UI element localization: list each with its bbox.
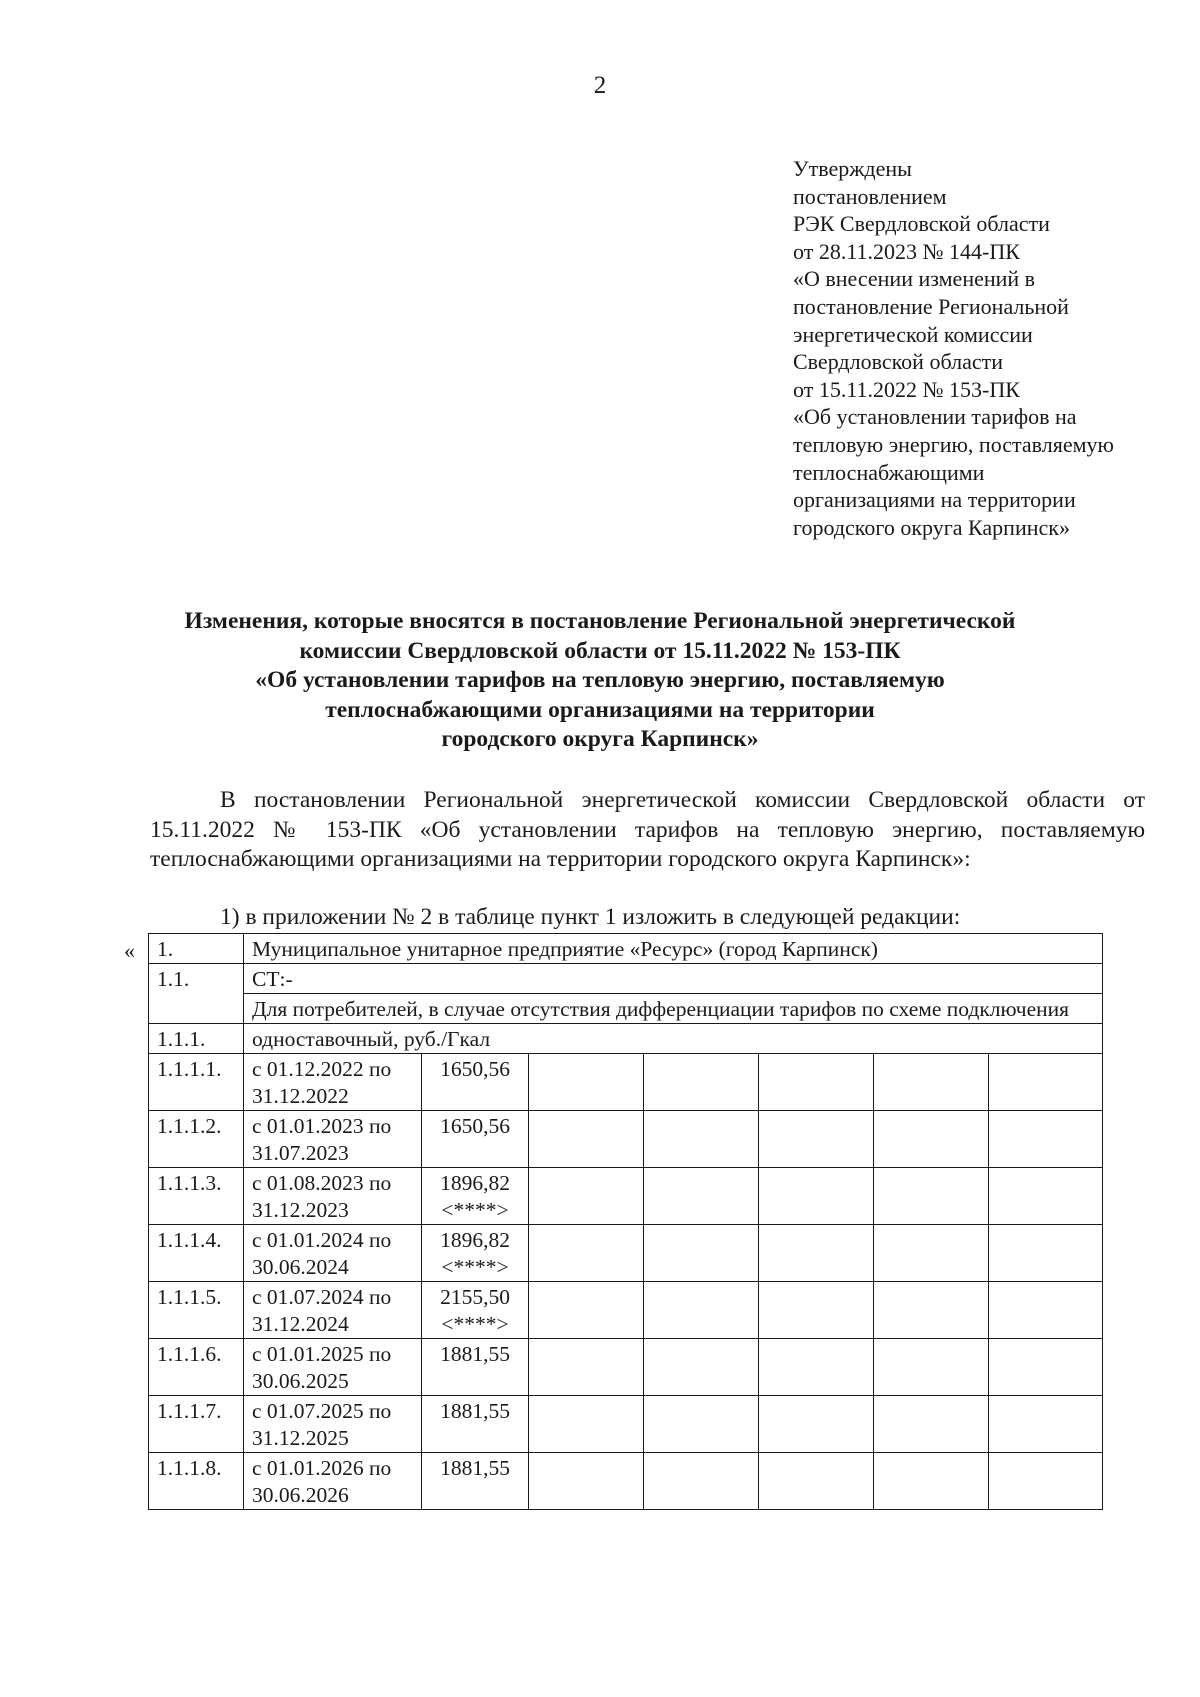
tariff-note: <****> — [441, 1198, 509, 1222]
period-start: с 01.01.2025 по — [252, 1342, 392, 1366]
empty-cell — [989, 1168, 1103, 1225]
row-number: 1.1.1.5. — [149, 1282, 244, 1339]
empty-cell — [874, 1168, 989, 1225]
empty-cell — [874, 1282, 989, 1339]
table-row — [149, 1453, 1103, 1510]
table-row — [149, 1024, 1103, 1054]
consumers-label: Для потребителей, в случае отсутствия дифференциации тарифов по схеме подключения — [244, 994, 1103, 1024]
title-line: теплоснабжающими организациями на территории — [325, 696, 875, 723]
row-number: 1.1.1.6. — [149, 1339, 244, 1396]
approval-line: городского округа Карпинск» — [793, 514, 1070, 540]
period-start: с 01.08.2023 по — [252, 1171, 392, 1195]
approval-line: тепловую энергию, поставляемую — [793, 431, 1114, 457]
table-row — [149, 964, 1103, 994]
organization-name: Муниципальное унитарное предприятие «Ресурс» (город Карпинск) — [244, 934, 1103, 964]
tariff-value-cell — [422, 1225, 529, 1282]
tariff-value: 1896,82 — [440, 1171, 510, 1195]
period-start: с 01.07.2024 по — [252, 1285, 392, 1309]
empty-cell — [644, 1282, 759, 1339]
empty-cell — [644, 1111, 759, 1168]
tariff-value-cell — [422, 1396, 529, 1453]
table-row — [149, 1054, 1103, 1111]
table-row — [149, 1396, 1103, 1453]
approval-line: «О внесении изменений в — [793, 266, 1036, 292]
tariff-note: <****> — [441, 1255, 509, 1279]
period-start: с 01.01.2024 по — [252, 1228, 392, 1252]
empty-cell — [989, 1453, 1103, 1510]
empty-cell — [989, 1282, 1103, 1339]
tariff-value: 1881,55 — [440, 1342, 510, 1366]
tariff-value: 1881,55 — [440, 1399, 510, 1423]
body-text — [150, 786, 1145, 875]
period-end: 31.12.2025 — [252, 1426, 349, 1450]
title-line: «Об установлении тарифов на тепловую энергию, поставляемую — [255, 667, 945, 693]
empty-cell — [759, 1168, 874, 1225]
table-row — [149, 1339, 1103, 1396]
row-number: 1.1.1.2. — [149, 1111, 244, 1168]
body-paragraph: В постановлении Региональной энергетической комиссии Свердловской области от 15.11.2022 № 153-ПК «Об установлении тарифов на тепловую энергию, поставляемую теплоснабжающими организациями на территории городского округа Карпинск»: — [150, 787, 1145, 872]
empty-cell — [874, 1225, 989, 1282]
tariff-value: 1896,82 — [440, 1228, 510, 1252]
empty-cell — [759, 1396, 874, 1453]
empty-cell — [644, 1225, 759, 1282]
period-start: с 01.01.2023 по — [252, 1114, 392, 1138]
empty-cell — [529, 1111, 644, 1168]
period-cell — [244, 1111, 422, 1168]
system-label: СТ:- — [244, 964, 1103, 994]
tariff-value-cell — [422, 1054, 529, 1111]
period-start: с 01.07.2025 по — [252, 1399, 392, 1423]
tariff-table — [148, 933, 1103, 1510]
period-end: 31.07.2023 — [252, 1141, 349, 1165]
period-end: 30.06.2026 — [252, 1483, 349, 1507]
empty-cell — [989, 1054, 1103, 1111]
empty-cell — [529, 1396, 644, 1453]
period-start: с 01.01.2026 по — [252, 1456, 392, 1480]
page-number: 2 — [593, 72, 607, 99]
empty-cell — [529, 1453, 644, 1510]
empty-cell — [874, 1396, 989, 1453]
title-line: городского округа Карпинск» — [441, 726, 759, 752]
row-number: 1.1.1.4. — [149, 1225, 244, 1282]
approval-line: от 15.11.2022 № 153-ПК — [793, 376, 1020, 402]
empty-cell — [989, 1396, 1103, 1453]
approval-line: постановлением — [793, 183, 947, 209]
empty-cell — [759, 1453, 874, 1510]
approval-line: «Об установлении тарифов на — [793, 404, 1077, 430]
period-cell — [244, 1054, 422, 1111]
empty-cell — [759, 1282, 874, 1339]
approval-line: организациями на территории — [793, 487, 1076, 513]
row-number: 1.1.1. — [149, 1024, 244, 1054]
empty-cell — [989, 1111, 1103, 1168]
period-cell — [244, 1453, 422, 1510]
period-cell — [244, 1168, 422, 1225]
empty-cell — [529, 1282, 644, 1339]
tariff-value-cell — [422, 1453, 529, 1510]
document-title — [150, 607, 1050, 755]
item-1-text: 1) в приложении № 2 в таблице пункт 1 изложить в следующей редакции: — [220, 904, 961, 930]
period-end: 31.12.2022 — [252, 1084, 349, 1108]
empty-cell — [759, 1225, 874, 1282]
empty-cell — [529, 1339, 644, 1396]
approval-line: Свердловской области — [793, 349, 1003, 375]
empty-cell — [759, 1111, 874, 1168]
opening-quote: « — [124, 938, 135, 963]
approval-line: РЭК Свердловской области — [793, 211, 1050, 237]
row-number: 1. — [149, 934, 244, 964]
empty-cell — [759, 1339, 874, 1396]
period-cell — [244, 1225, 422, 1282]
period-end: 31.12.2023 — [252, 1198, 349, 1222]
period-end: 30.06.2024 — [252, 1255, 349, 1279]
empty-cell — [874, 1339, 989, 1396]
empty-cell — [874, 1054, 989, 1111]
empty-cell — [644, 1453, 759, 1510]
empty-cell — [989, 1225, 1103, 1282]
tariff-value-cell — [422, 1111, 529, 1168]
tariff-value-cell — [422, 1168, 529, 1225]
empty-cell — [989, 1339, 1103, 1396]
period-cell — [244, 1396, 422, 1453]
empty-cell — [759, 1054, 874, 1111]
table-row — [149, 934, 1103, 964]
row-number: 1.1.1.7. — [149, 1396, 244, 1453]
tariff-value: 1881,55 — [440, 1456, 510, 1480]
tariff-value: 2155,50 — [440, 1285, 510, 1309]
empty-cell — [644, 1054, 759, 1111]
row-number: 1.1.1.1. — [149, 1054, 244, 1111]
tariff-value-cell — [422, 1282, 529, 1339]
approval-line: постановление Региональной — [793, 293, 1069, 319]
table-row — [149, 994, 1103, 1024]
table-row — [149, 1282, 1103, 1339]
period-cell — [244, 1282, 422, 1339]
period-cell — [244, 1339, 422, 1396]
empty-cell — [874, 1111, 989, 1168]
tariff-value: 1650,56 — [440, 1057, 510, 1081]
tariff-value-cell — [422, 1339, 529, 1396]
empty-cell — [529, 1054, 644, 1111]
row-number: 1.1.1.8. — [149, 1453, 244, 1510]
period-end: 30.06.2025 — [252, 1369, 349, 1393]
table-row — [149, 1225, 1103, 1282]
empty-cell — [644, 1168, 759, 1225]
title-line: комиссии Свердловской области от 15.11.2022 № 153-ПК — [299, 637, 901, 664]
empty-cell — [529, 1225, 644, 1282]
empty-cell — [644, 1396, 759, 1453]
approval-block — [793, 155, 1173, 541]
period-end: 31.12.2024 — [252, 1312, 349, 1336]
title-line: Изменения, которые вносятся в постановление Региональной энергетической — [184, 608, 1016, 634]
row-number: 1.1.1.3. — [149, 1168, 244, 1225]
approval-line: от 28.11.2023 № 144-ПК — [793, 238, 1020, 264]
table-row — [149, 1111, 1103, 1168]
tariff-note: <****> — [441, 1312, 509, 1336]
approval-line: энергетической комиссии — [793, 321, 1033, 347]
period-start: с 01.12.2022 по — [252, 1057, 392, 1081]
tariff-value: 1650,56 — [440, 1114, 510, 1138]
empty-cell — [874, 1453, 989, 1510]
empty-cell — [529, 1168, 644, 1225]
row-number: 1.1. — [149, 964, 244, 1024]
tariff-type-label: одноставочный, руб./Гкал — [244, 1024, 1103, 1054]
approval-line: теплоснабжающими — [793, 459, 985, 485]
approval-line: Утверждены — [793, 156, 912, 181]
table-row — [149, 1168, 1103, 1225]
empty-cell — [644, 1339, 759, 1396]
